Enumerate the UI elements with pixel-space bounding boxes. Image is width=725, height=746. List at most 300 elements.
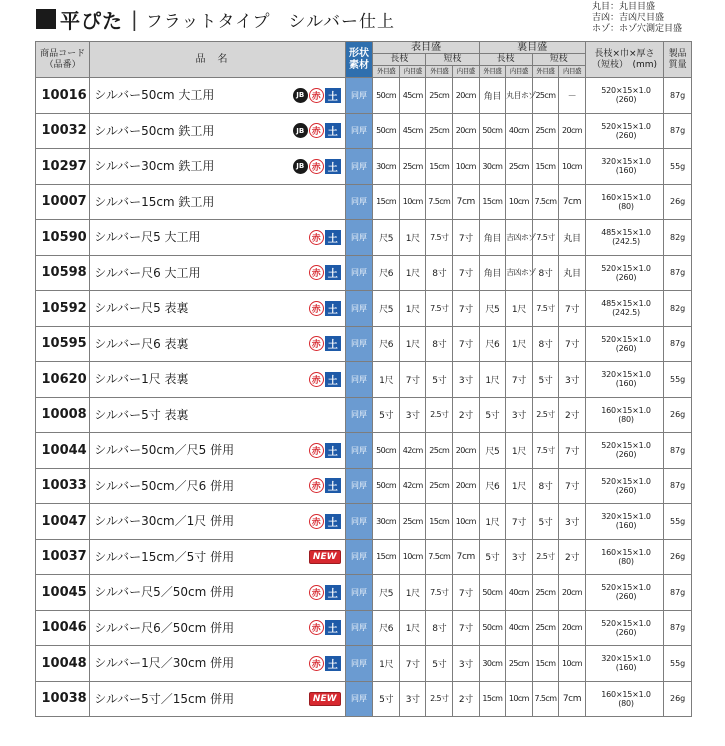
red-mark-icon: 赤 bbox=[309, 123, 324, 138]
product-name: シルバー50cm 鉄工用 bbox=[94, 123, 215, 138]
page-subtitle: フラットタイプ シルバー仕上 bbox=[145, 11, 395, 32]
size-cell bbox=[585, 504, 664, 540]
red-mark-icon: 赤 bbox=[309, 478, 324, 493]
product-name-cell bbox=[90, 78, 346, 114]
product-code: 10590 bbox=[36, 220, 90, 256]
product-name: シルバー尺5／50cm 併用 bbox=[94, 585, 235, 600]
blue-mark-icon: 土 bbox=[325, 265, 341, 280]
back-long-header: 長枝 bbox=[479, 54, 532, 66]
size-short-arm: (260) bbox=[615, 130, 637, 140]
scale-cell: 25cm bbox=[532, 113, 559, 149]
size-value: 485×15×1.0 bbox=[601, 299, 651, 309]
product-name-cell bbox=[90, 149, 346, 185]
size-value: 520×15×1.0 bbox=[601, 618, 651, 628]
scale-cell: 尺6 bbox=[373, 326, 400, 362]
size-cell bbox=[585, 184, 664, 220]
product-marks bbox=[309, 224, 341, 250]
scale-cell: 5寸 bbox=[532, 362, 559, 398]
product-name-cell bbox=[90, 220, 346, 256]
scale-cell: 丸目 bbox=[559, 255, 586, 291]
scale-cell: 8寸 bbox=[532, 255, 559, 291]
scale-cell: 10cm bbox=[559, 646, 586, 682]
size-short-arm: (260) bbox=[615, 450, 637, 460]
product-name: シルバー5寸 表裏 bbox=[94, 407, 189, 422]
table-row bbox=[36, 78, 692, 114]
table-row bbox=[36, 504, 692, 540]
weight-cell: 26g bbox=[664, 539, 692, 575]
product-code: 10598 bbox=[36, 255, 90, 291]
shape-cell: 同厚 bbox=[345, 78, 373, 114]
blue-mark-icon: 土 bbox=[325, 443, 341, 458]
scale-cell: 15cm bbox=[373, 539, 400, 575]
product-name: シルバー15cm／5寸 併用 bbox=[94, 549, 235, 564]
product-name-cell bbox=[90, 255, 346, 291]
scale-cell: 7寸 bbox=[453, 610, 480, 646]
size-cell bbox=[585, 539, 664, 575]
scale-cell: 丸目 bbox=[559, 220, 586, 256]
product-code: 10008 bbox=[36, 397, 90, 433]
scale-cell: 45cm bbox=[399, 113, 426, 149]
scale-cell: 40cm bbox=[506, 575, 533, 611]
scale-cell: 7寸 bbox=[559, 326, 586, 362]
scale-cell: 10cm bbox=[506, 681, 533, 717]
scale-cell: 2寸 bbox=[453, 397, 480, 433]
product-name: シルバー1尺／30cm 併用 bbox=[94, 656, 235, 671]
shape-cell: 同厚 bbox=[345, 681, 373, 717]
product-name-cell bbox=[90, 539, 346, 575]
scale-cell: － bbox=[559, 78, 586, 114]
shape-cell: 同厚 bbox=[345, 326, 373, 362]
shape-cell: 同厚 bbox=[345, 220, 373, 256]
col-front-header: 表目盛 bbox=[373, 42, 479, 54]
inner-header: 内目盛 bbox=[453, 66, 480, 78]
scale-cell: 50cm bbox=[479, 610, 506, 646]
product-marks bbox=[309, 650, 341, 676]
scale-cell: 1尺 bbox=[399, 610, 426, 646]
product-name-cell bbox=[90, 113, 346, 149]
size-short-arm: (160) bbox=[615, 521, 637, 531]
shape-cell: 同厚 bbox=[345, 646, 373, 682]
scale-cell: 15cm bbox=[426, 504, 453, 540]
size-cell bbox=[585, 362, 664, 398]
scale-cell: 5寸 bbox=[426, 362, 453, 398]
scale-cell: 10cm bbox=[399, 184, 426, 220]
scale-cell: 42cm bbox=[399, 433, 426, 469]
size-cell bbox=[585, 255, 664, 291]
shape-cell: 同厚 bbox=[345, 291, 373, 327]
jb-mark-icon: JB bbox=[293, 88, 308, 103]
scale-cell: 角目 bbox=[479, 78, 506, 114]
scale-cell: 1尺 bbox=[373, 362, 400, 398]
blue-mark-icon: 土 bbox=[325, 514, 341, 529]
scale-cell: 7寸 bbox=[453, 220, 480, 256]
size-value: 160×15×1.0 bbox=[601, 192, 651, 202]
size-cell bbox=[585, 610, 664, 646]
blue-mark-icon: 土 bbox=[325, 88, 341, 103]
product-name: シルバー15cm 鉄工用 bbox=[94, 194, 215, 209]
scale-cell: 7cm bbox=[453, 184, 480, 220]
scale-cell: 7寸 bbox=[559, 291, 586, 327]
table-row bbox=[36, 184, 692, 220]
blue-mark-icon: 土 bbox=[325, 372, 341, 387]
product-marks bbox=[309, 366, 341, 392]
scale-cell: 吉凶ホゾ bbox=[506, 255, 533, 291]
scale-cell: 7.5寸 bbox=[532, 433, 559, 469]
size-cell bbox=[585, 220, 664, 256]
product-name-cell bbox=[90, 362, 346, 398]
table-row bbox=[36, 681, 692, 717]
scale-cell: 5寸 bbox=[479, 539, 506, 575]
product-code: 10047 bbox=[36, 504, 90, 540]
product-name: シルバー30cm 鉄工用 bbox=[94, 159, 215, 174]
col-name-header: 品名 bbox=[90, 42, 346, 78]
scale-cell: 8寸 bbox=[426, 610, 453, 646]
scale-cell: 7.5cm bbox=[532, 184, 559, 220]
scale-cell: 25cm bbox=[426, 468, 453, 504]
scale-cell: 40cm bbox=[506, 113, 533, 149]
blue-mark-icon: 土 bbox=[325, 336, 341, 351]
product-code: 10033 bbox=[36, 468, 90, 504]
scale-cell: 5寸 bbox=[532, 504, 559, 540]
shape-cell: 同厚 bbox=[345, 255, 373, 291]
table-row bbox=[36, 362, 692, 398]
shape-cell: 同厚 bbox=[345, 184, 373, 220]
size-short-arm: (260) bbox=[615, 95, 637, 105]
jb-mark-icon: JB bbox=[293, 159, 308, 174]
scale-cell: 25cm bbox=[506, 149, 533, 185]
front-short-header: 短枝 bbox=[426, 54, 479, 66]
scale-cell: 尺6 bbox=[479, 326, 506, 362]
scale-cell: 3寸 bbox=[453, 362, 480, 398]
red-mark-icon: 赤 bbox=[309, 372, 324, 387]
table-row bbox=[36, 113, 692, 149]
table-row bbox=[36, 149, 692, 185]
table-row bbox=[36, 255, 692, 291]
product-name: シルバー50cm／尺5 併用 bbox=[94, 443, 235, 458]
product-name-cell bbox=[90, 184, 346, 220]
scale-cell: 3寸 bbox=[559, 362, 586, 398]
shape-cell: 同厚 bbox=[345, 433, 373, 469]
scale-cell: 7.5cm bbox=[532, 681, 559, 717]
product-code: 10044 bbox=[36, 433, 90, 469]
size-short-arm: (80) bbox=[618, 698, 634, 708]
product-marks bbox=[293, 82, 341, 108]
size-value: 520×15×1.0 bbox=[601, 121, 651, 131]
page-title: 平ぴた bbox=[60, 8, 123, 33]
table-row bbox=[36, 468, 692, 504]
product-name: シルバー5寸／15cm 併用 bbox=[94, 691, 235, 706]
blue-mark-icon: 土 bbox=[325, 123, 341, 138]
size-short-arm: (80) bbox=[618, 556, 634, 566]
scale-cell: 5寸 bbox=[373, 681, 400, 717]
table-row bbox=[36, 539, 692, 575]
scale-cell: 7.5寸 bbox=[426, 220, 453, 256]
weight-cell: 87g bbox=[664, 78, 692, 114]
shape-cell: 同厚 bbox=[345, 468, 373, 504]
col-size-header: 長枝×巾×厚さ （短枝） (mm) bbox=[585, 42, 664, 78]
table-row bbox=[36, 610, 692, 646]
size-value: 320×15×1.0 bbox=[601, 654, 651, 664]
scale-cell: 2.5寸 bbox=[426, 681, 453, 717]
scale-cell: 8寸 bbox=[426, 255, 453, 291]
scale-cell: 尺5 bbox=[373, 291, 400, 327]
front-long-header: 長枝 bbox=[373, 54, 426, 66]
red-mark-icon: 赤 bbox=[309, 301, 324, 316]
scale-cell: 10cm bbox=[506, 184, 533, 220]
size-value: 520×15×1.0 bbox=[601, 583, 651, 593]
scale-cell: 尺5 bbox=[373, 575, 400, 611]
size-short-arm: (80) bbox=[618, 414, 634, 424]
product-name: シルバー50cm／尺6 併用 bbox=[94, 478, 235, 493]
scale-cell: 1尺 bbox=[506, 291, 533, 327]
product-code: 10620 bbox=[36, 362, 90, 398]
scale-cell: 3寸 bbox=[399, 397, 426, 433]
weight-cell: 55g bbox=[664, 646, 692, 682]
scale-cell: 2.5寸 bbox=[532, 397, 559, 433]
product-name-cell bbox=[90, 397, 346, 433]
legend-item: ホゾ：ホゾ穴測定目盛 bbox=[591, 24, 683, 34]
scale-cell: 15cm bbox=[479, 681, 506, 717]
scale-cell: 尺5 bbox=[479, 433, 506, 469]
weight-cell: 82g bbox=[664, 291, 692, 327]
scale-cell: 25cm bbox=[506, 646, 533, 682]
new-badge: NEW bbox=[309, 692, 341, 706]
scale-cell: 30cm bbox=[479, 646, 506, 682]
col-back-header: 裏目盛 bbox=[479, 42, 585, 54]
scale-cell: 25cm bbox=[532, 78, 559, 114]
product-code: 10007 bbox=[36, 184, 90, 220]
red-mark-icon: 赤 bbox=[309, 443, 324, 458]
product-marks bbox=[309, 437, 341, 463]
scale-cell: 50cm bbox=[373, 78, 400, 114]
scale-cell: 8寸 bbox=[532, 326, 559, 362]
scale-cell: 45cm bbox=[399, 78, 426, 114]
legend-item: 吉凶：吉凶尺目盛 bbox=[591, 13, 665, 23]
blue-mark-icon: 土 bbox=[325, 478, 341, 493]
scale-cell: 尺6 bbox=[373, 255, 400, 291]
scale-cell: 7寸 bbox=[559, 433, 586, 469]
blue-mark-icon: 土 bbox=[325, 159, 341, 174]
table-row bbox=[36, 646, 692, 682]
scale-cell: 1尺 bbox=[479, 362, 506, 398]
scale-cell: 50cm bbox=[373, 433, 400, 469]
table-row bbox=[36, 575, 692, 611]
size-value: 520×15×1.0 bbox=[601, 441, 651, 451]
col-code-header: 商品コード （品番） bbox=[36, 42, 90, 78]
red-mark-icon: 赤 bbox=[309, 656, 324, 671]
scale-cell: 1尺 bbox=[399, 291, 426, 327]
table-row bbox=[36, 220, 692, 256]
size-short-arm: (260) bbox=[615, 592, 637, 602]
product-name: シルバー尺6 表裏 bbox=[94, 336, 189, 351]
scale-cell: 7cm bbox=[559, 184, 586, 220]
scale-cell: 7寸 bbox=[453, 291, 480, 327]
scale-cell: 尺5 bbox=[373, 220, 400, 256]
title-divider: | bbox=[131, 7, 138, 31]
product-marks bbox=[309, 260, 341, 286]
table-row bbox=[36, 291, 692, 327]
scale-cell: 7寸 bbox=[399, 362, 426, 398]
size-cell bbox=[585, 113, 664, 149]
size-value: 160×15×1.0 bbox=[601, 405, 651, 415]
product-marks bbox=[309, 331, 341, 357]
table-row bbox=[36, 397, 692, 433]
scale-cell: 20cm bbox=[453, 78, 480, 114]
size-value: 320×15×1.0 bbox=[601, 512, 651, 522]
product-name-cell bbox=[90, 610, 346, 646]
product-name-cell bbox=[90, 681, 346, 717]
inner-header: 内目盛 bbox=[559, 66, 586, 78]
scale-cell: 40cm bbox=[506, 610, 533, 646]
scale-cell: 20cm bbox=[453, 113, 480, 149]
size-value: 485×15×1.0 bbox=[601, 228, 651, 238]
product-code: 10297 bbox=[36, 149, 90, 185]
scale-cell: 3寸 bbox=[453, 646, 480, 682]
shape-cell: 同厚 bbox=[345, 504, 373, 540]
size-short-arm: (260) bbox=[615, 343, 637, 353]
scale-cell: 角目 bbox=[479, 255, 506, 291]
weight-cell: 26g bbox=[664, 397, 692, 433]
blue-mark-icon: 土 bbox=[325, 301, 341, 316]
red-mark-icon: 赤 bbox=[309, 265, 324, 280]
square-bullet-icon bbox=[36, 9, 56, 29]
scale-cell: 2寸 bbox=[559, 539, 586, 575]
scale-cell: 20cm bbox=[453, 468, 480, 504]
weight-cell: 87g bbox=[664, 433, 692, 469]
red-mark-icon: 赤 bbox=[309, 336, 324, 351]
size-value: 520×15×1.0 bbox=[601, 476, 651, 486]
weight-cell: 87g bbox=[664, 255, 692, 291]
red-mark-icon: 赤 bbox=[309, 514, 324, 529]
scale-cell: 30cm bbox=[479, 149, 506, 185]
weight-cell: 87g bbox=[664, 113, 692, 149]
size-cell bbox=[585, 326, 664, 362]
scale-cell: 5寸 bbox=[479, 397, 506, 433]
scale-cell: 8寸 bbox=[426, 326, 453, 362]
product-name-cell bbox=[90, 433, 346, 469]
size-value: 160×15×1.0 bbox=[601, 689, 651, 699]
blue-mark-icon: 土 bbox=[325, 585, 341, 600]
scale-cell: 42cm bbox=[399, 468, 426, 504]
shape-cell: 同厚 bbox=[345, 362, 373, 398]
table-row bbox=[36, 326, 692, 362]
scale-cell: 1尺 bbox=[399, 255, 426, 291]
product-code: 10595 bbox=[36, 326, 90, 362]
scale-cell: 7寸 bbox=[506, 362, 533, 398]
size-value: 160×15×1.0 bbox=[601, 547, 651, 557]
size-cell bbox=[585, 681, 664, 717]
scale-cell: 7寸 bbox=[506, 504, 533, 540]
size-short-arm: (160) bbox=[615, 663, 637, 673]
inner-header: 内目盛 bbox=[506, 66, 533, 78]
scale-cell: 10cm bbox=[453, 149, 480, 185]
scale-cell: 20cm bbox=[559, 610, 586, 646]
scale-cell: 1尺 bbox=[399, 326, 426, 362]
size-short-arm: (260) bbox=[615, 272, 637, 282]
scale-cell: 1尺 bbox=[399, 575, 426, 611]
weight-cell: 87g bbox=[664, 468, 692, 504]
scale-cell: 25cm bbox=[399, 149, 426, 185]
product-name-cell bbox=[90, 504, 346, 540]
scale-cell: 7寸 bbox=[453, 575, 480, 611]
product-marks bbox=[309, 615, 341, 641]
weight-cell: 87g bbox=[664, 575, 692, 611]
scale-cell: 7寸 bbox=[453, 255, 480, 291]
scale-cell: 15cm bbox=[373, 184, 400, 220]
scale-cell: 15cm bbox=[479, 184, 506, 220]
product-code: 10037 bbox=[36, 539, 90, 575]
scale-cell: 10cm bbox=[399, 539, 426, 575]
product-name: シルバー50cm 大工用 bbox=[94, 88, 215, 103]
red-mark-icon: 赤 bbox=[309, 585, 324, 600]
size-cell bbox=[585, 575, 664, 611]
size-short-arm: (242.5) bbox=[612, 237, 640, 247]
scale-cell: 7cm bbox=[453, 539, 480, 575]
scale-cell: 30cm bbox=[373, 149, 400, 185]
scale-cell: 2寸 bbox=[453, 681, 480, 717]
legend bbox=[586, 2, 682, 35]
scale-cell: 7.5寸 bbox=[426, 575, 453, 611]
size-short-arm: (160) bbox=[615, 166, 637, 176]
back-short-header: 短枝 bbox=[532, 54, 585, 66]
product-name: シルバー尺5 大工用 bbox=[94, 230, 201, 245]
scale-cell: 2.5寸 bbox=[532, 539, 559, 575]
outer-header: 外目盛 bbox=[426, 66, 453, 78]
size-short-arm: (242.5) bbox=[612, 308, 640, 318]
product-name: シルバー尺6 大工用 bbox=[94, 265, 201, 280]
table-row bbox=[36, 433, 692, 469]
product-marks bbox=[309, 686, 341, 712]
scale-cell: 丸目ホゾ bbox=[506, 78, 533, 114]
shape-cell: 同厚 bbox=[345, 575, 373, 611]
shape-cell: 同厚 bbox=[345, 610, 373, 646]
weight-cell: 55g bbox=[664, 149, 692, 185]
scale-cell: 50cm bbox=[479, 113, 506, 149]
red-mark-icon: 赤 bbox=[309, 159, 324, 174]
size-short-arm: (260) bbox=[615, 485, 637, 495]
product-marks bbox=[309, 579, 341, 605]
inner-header: 内目盛 bbox=[399, 66, 426, 78]
scale-cell: 3寸 bbox=[559, 504, 586, 540]
size-cell bbox=[585, 291, 664, 327]
scale-cell: 50cm bbox=[373, 468, 400, 504]
product-marks bbox=[309, 508, 341, 534]
scale-cell: 7.5寸 bbox=[532, 220, 559, 256]
size-cell bbox=[585, 646, 664, 682]
scale-cell: 7.5寸 bbox=[426, 291, 453, 327]
legend-item: 丸目：丸目目盛 bbox=[591, 2, 656, 12]
weight-cell: 87g bbox=[664, 610, 692, 646]
product-marks bbox=[309, 295, 341, 321]
shape-cell: 同厚 bbox=[345, 149, 373, 185]
weight-cell: 55g bbox=[664, 362, 692, 398]
scale-cell: 5寸 bbox=[426, 646, 453, 682]
scale-cell: 20cm bbox=[559, 575, 586, 611]
blue-mark-icon: 土 bbox=[325, 656, 341, 671]
scale-cell: 角目 bbox=[479, 220, 506, 256]
scale-cell: 3寸 bbox=[506, 539, 533, 575]
scale-cell: 3寸 bbox=[399, 681, 426, 717]
scale-cell: 2寸 bbox=[559, 397, 586, 433]
product-code: 10048 bbox=[36, 646, 90, 682]
scale-cell: 20cm bbox=[453, 433, 480, 469]
weight-cell: 26g bbox=[664, 681, 692, 717]
size-value: 320×15×1.0 bbox=[601, 370, 651, 380]
size-cell bbox=[585, 78, 664, 114]
size-short-arm: (260) bbox=[615, 627, 637, 637]
product-name-cell bbox=[90, 326, 346, 362]
size-short-arm: (160) bbox=[615, 379, 637, 389]
